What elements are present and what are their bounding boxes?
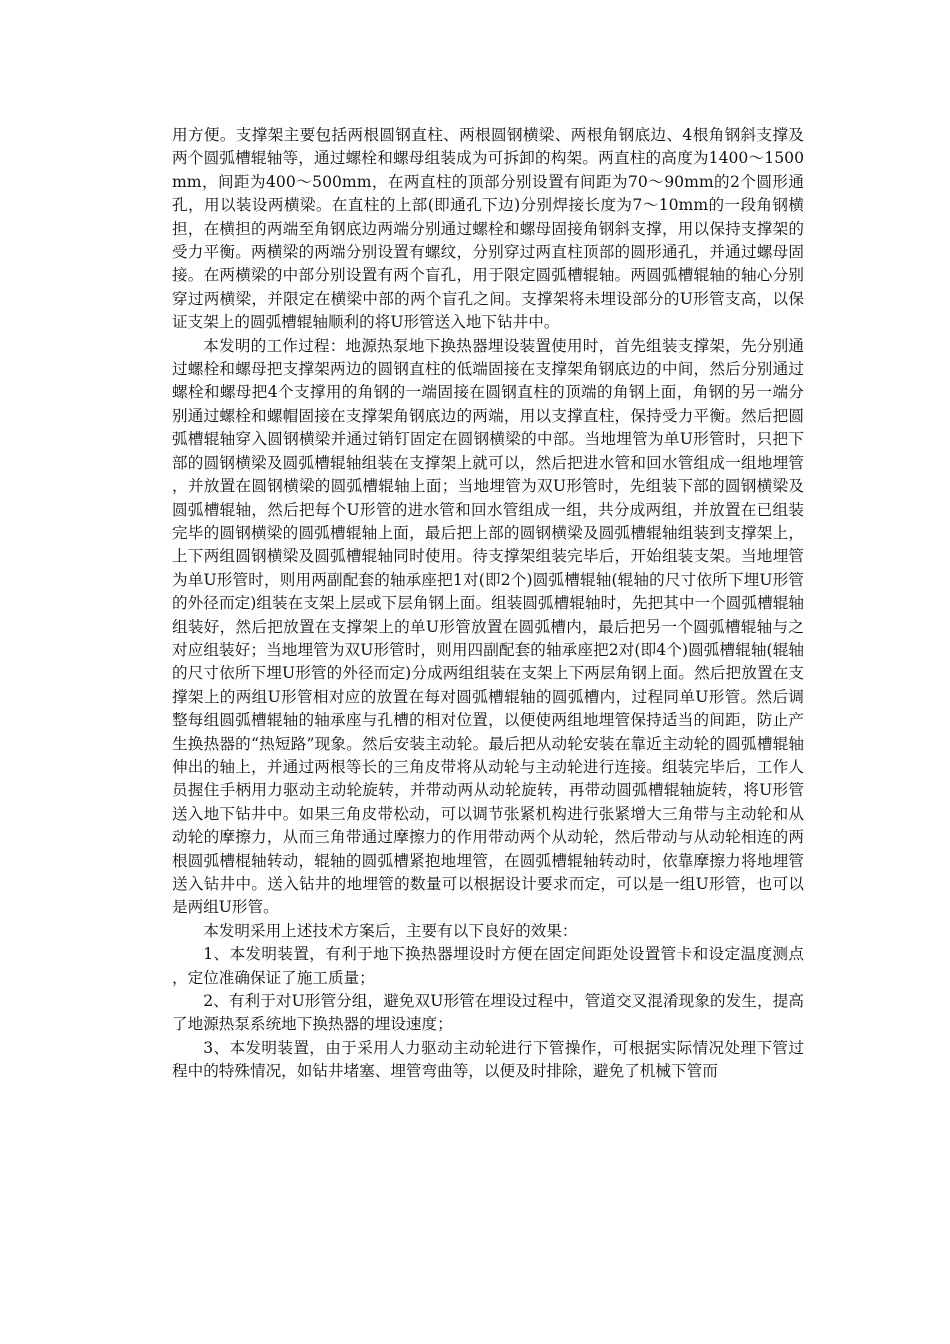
paragraph-1: 用方便。支撑架主要包括两根圆钢直柱、两根圆钢横梁、两根角钢底边、4根角钢斜支撑及两个圆弧槽辊轴等，通过螺栓和螺母组装成为可拆卸的构架。两直柱的高度为1400～1500mm，间距为400～500mm，在两直柱的顶部分别设置有间距为70～90mm的2个圆形通孔，用以装设两横梁。在直柱的上部(即通孔下边)分别焊接长度为7～10mm的一段角钢横担，在横担的两端至角钢底边两端分别通过螺栓和螺母固接角钢斜支撑，用以保持支撑架的受力平衡。两横梁的两端分别设置有螺纹，分别穿过两直柱顶部的圆形通孔，并通过螺母固接。在两横梁的中部分别设置有两个盲孔，用于限定圆弧槽辊轴。两圆弧槽辊轴的轴心分别穿过两横梁，并限定在横梁中部的两个盲孔之间。支撑架将未埋设部分的U形管支高，以保证支架上的圆弧槽辊轴顺利的将U形管送入地下钻井中。 (172, 126, 804, 332)
document-page (172, 124, 804, 1084)
paragraph-4: 1、本发明装置，有利于地下换热器埋设时方便在固定间距处设置管卡和设定温度测点，定位准确保证了施工质量； (172, 945, 804, 987)
paragraph-2: 本发明的工作过程：地源热泵地下换热器埋设装置使用时，首先组装支撑架，先分别通过螺栓和螺母把支撑架两边的圆钢直柱的低端固接在支撑架角钢底边的中间，然后分别通过螺栓和螺母把4个支撑用的角钢的一端固接在圆钢直柱的顶端的角钢上面，角钢的另一端分别通过螺栓和螺帽固接在支撑架角钢底边的两端，用以支撑直柱，保持受力平衡。然后把圆弧槽辊轴穿入圆钢横梁并通过销钉固定在圆钢横梁的中部。当地埋管为单U形管时，只把下部的圆钢横梁及圆弧槽辊轴组装在支撑架上就可以，然后把进水管和回水管组成一组地埋管，并放置在圆钢横梁的圆弧槽辊轴上面；当地埋管为双U形管时，先组装下部的圆钢横梁及圆弧槽辊轴，然后把每个U形管的进水管和回水管组成一组，共分成两组，并放置在已组装完毕的圆钢横梁的圆弧槽辊轴上面，最后把上部的圆钢横梁及圆弧槽辊轴组装到支撑架上，上下两组圆钢横梁及圆弧槽辊轴同时使用。待支撑架组装完毕后，开始组装支架。当地埋管为单U形管时，则用两副配套的轴承座把1对(即2个)圆弧槽辊轴(辊轴的尺寸依所下埋U形管的外径而定)组装在支架上层或下层角钢上面。组装圆弧槽辊轴时，先把其中一个圆弧槽辊轴组装好，然后把放置在支撑架上的单U形管放置在圆弧槽内，最后把另一个圆弧槽辊轴与之对应组装好；当地埋管为双U形管时，则用四副配套的轴承座把2对(即4个)圆弧槽辊轴(辊轴的尺寸依所下埋U形管的外径而定)分成两组组装在支架上下两层角钢上面。然后把放置在支撑架上的两组U形管相对应的放置在每对圆弧槽辊轴的圆弧槽内，过程同单U形管。然后调整每组圆弧槽辊轴的轴承座与孔槽的相对位置，以便使两组地埋管保持适当的间距，防止产生换热器的“热短路”现象。然后安装主动轮。最后把从动轮安装在靠近主动轮的圆弧槽辊轴伸出的轴上，并通过两根等长的三角皮带将从动轮与主动轮进行连接。组装完毕后，工作人员握住手柄用力驱动主动轮旋转，并带动两从动轮旋转，再带动圆弧槽辊轴旋转，将U形管送入地下钻井中。如果三角皮带松动，可以调节张紧机构进行张紧增大三角带与主动轮和从动轮的摩擦力，从而三角带通过摩擦力的作用带动两个从动轮，然后带动与从动轮相连的两根圆弧槽棍轴转动，辊轴的圆弧槽紧抱地埋管，在圆弧槽辊轴转动时，依靠摩擦力将地埋管送入钻井中。送入钻井的地埋管的数量可以根据设计要求而定，可以是一组U形管，也可以是两组U形管。 (172, 336, 804, 917)
paragraph-6: 3、本发明装置，由于采用人力驱动主动轮进行下管操作，可根据实际情况处理下管过程中的特殊情况，如钻井堵塞、埋管弯曲等，以便及时排除，避免了机械下管而 (172, 1038, 804, 1081)
paragraph-3: 本发明采用上述技术方案后，主要有以下良好的效果： (203, 921, 578, 940)
paragraph-5: 2、有利于对U形管分组，避免双U形管在埋设过程中，管道交叉混淆现象的发生，提高了地源热泵系统地下换热器的埋设速度； (172, 992, 804, 1034)
